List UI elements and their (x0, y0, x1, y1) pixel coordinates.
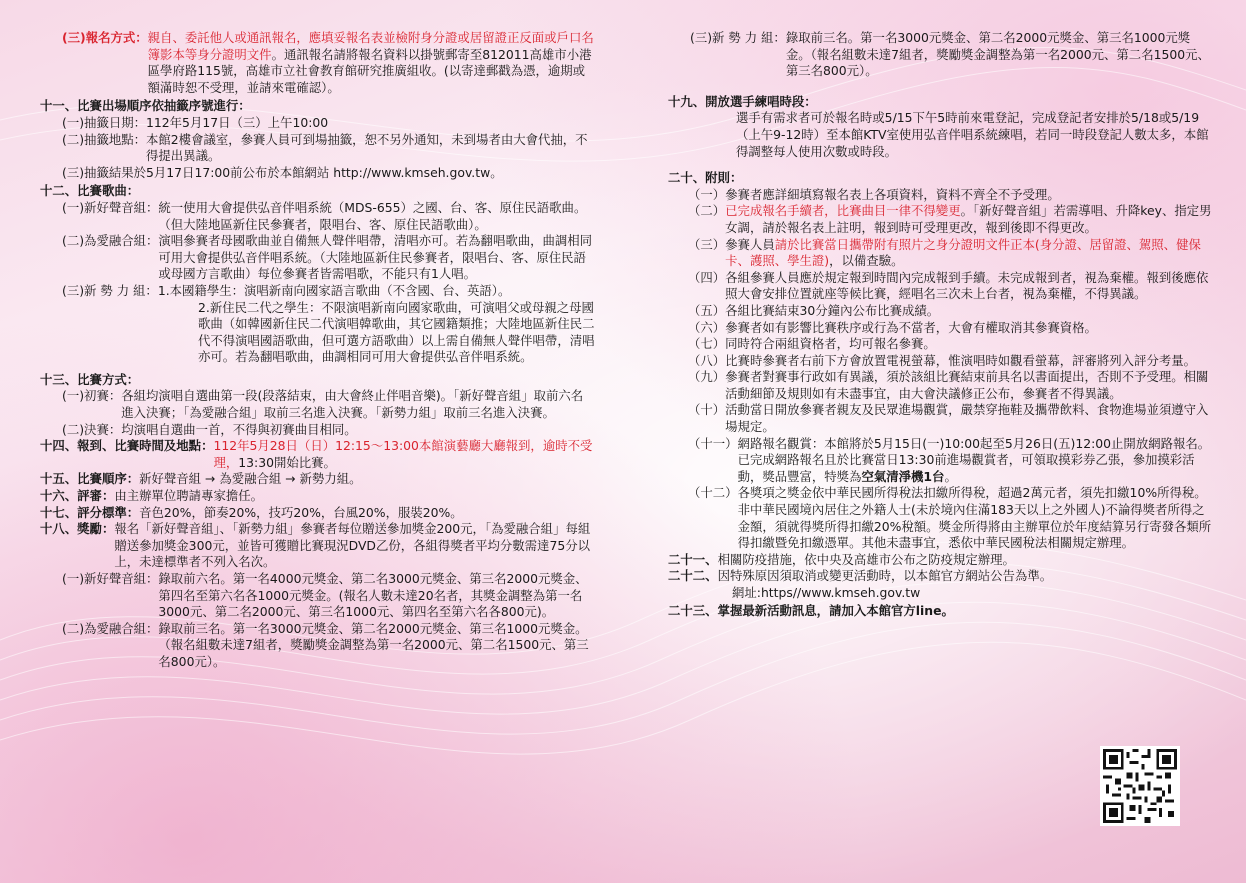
section-12-title: 十二、比賽歌曲： (40, 183, 140, 199)
registration-red-text: 親自、委託他人或通訊報名，應填妥報名表並檢附身分證或居留證正反面或戶口名簿影本等身分證明文件 (147, 30, 594, 62)
section-20-item: （十） 活動當日開放參賽者親友及民眾進場觀賞，嚴禁穿拖鞋及攜帶飲料、食物進場並須遵守入場規定。 (688, 402, 1209, 435)
section-12-item: 2.新住民二代之學生：不限演唱新南向國家歌曲，可演唱父或母親之母國歌曲（如韓國新住民二代演唱韓歌曲，其它國籍類推；大陸地區新住民二代不得演唱國語歌曲，但可選方語歌曲）以上需自備無人聲伴唱帶，清唱亦可。若為翻唱歌曲，曲調相同可用大會提供弘音伴唱系統。 (198, 299, 595, 365)
section-20-item: （四） 各組參賽人員應於規定報到時間內完成報到手續。未完成報到者，視為棄權。報到後應依照大會安排位置就座等候比賽，經唱名三次未上台者，視為棄權，不得異議。 (688, 269, 1209, 302)
section-18-item: (三)新 勢 力 組： 錄取前三名。第一名3000元獎金、第二名2000元獎金、第三名1000元獎金。（報名組數未達7組者，獎勵獎金調整為第一名2000元、第二名1500元、第三名800元）。 (690, 30, 1210, 79)
section-20-item: （八） 比賽時參賽者右前下方會放置電視螢幕，惟演唱時如觀看螢幕，評審將列入評分考量。 (688, 352, 1197, 368)
section-18-item: (二)為愛融合組： 錄取前三名。第一名3000元獎金、第二名2000元獎金、第三名1000元獎金。（報名組數未達7組者，獎勵獎金調整為第一名2000元、第二名1500元、第三名800元）。 (62, 620, 589, 669)
section-17: 十七、評分標準： 音色20%，節奏20%，技巧20%，台風20%，服裝20%。 (40, 504, 463, 520)
section-21: 二十一、 相關防疫措施，依中央及高雄市公布之防疫規定辦理。 (668, 551, 1015, 567)
section-20-item: （二） 已完成報名手續者，比賽曲目一律不得變更。「新好聲音組」若需導唱、升降key、指定男女調，請於報名表上註明，報到時可受理更改，報到後即不得更改。 (688, 203, 1212, 235)
left-column (40, 30, 595, 671)
section-12-item: (三)新 勢 力 組： 1.本國籍學生：演唱新南向國家語言歌曲（不含國、台、英語）。 (62, 282, 511, 298)
section-13 (40, 372, 595, 438)
section-19-text: 選手有需求者可於報名時或5/15下午5時前來電登記，完成登記者安排於5/18或5/19（上午9-12時）至本館KTV室使用弘音伴唱系統練唱，若同一時段登記人數太多，本館得調整每人使用次數或時段。 (736, 110, 1209, 159)
qr-code-icon (1100, 746, 1180, 826)
section-20-item: （三） 參賽人員請於比賽當日攜帶附有照片之身分證明文件正本(身分證、居留證、駕照、健保卡、護照、學生證)，以備查驗。 (688, 236, 1201, 269)
section-14-title: 十四、報到、比賽時間及地點： (40, 438, 214, 454)
section-10-3-registration (40, 30, 595, 96)
section-11-item: (二)抽籤地點： 本館2樓會議室，參賽人員可到場抽籤，恕不另外通知，未到場者由大會代抽，不得提出異議。 (62, 131, 588, 164)
section-19 (668, 94, 1213, 160)
section-14: 十四、報到、比賽時間及地點： 112年5月28日（日）12:15～13:00本館演藝廳大廳報到，逾時不受理，13:30開始比賽。 (40, 438, 593, 470)
right-column (668, 30, 1213, 619)
section-22: 二十二、 因特殊原因須取消或變更活動時，以本館官方網站公告為準。 (668, 568, 1053, 584)
section-12 (40, 183, 595, 366)
section-13-title: 十三、比賽方式： (40, 371, 140, 387)
section-13-item: (一)初賽： 各組均演唱自選曲第一段(段落結束，由大會終止伴唱音樂)。「新好聲音組」取前六名進入決賽；「為愛融合組」取前三名進入決賽。「新勢力組」取前三名進入決賽。 (62, 388, 584, 421)
section-23-title: 二十三、掌握最新活動訊息，請加入本館官方line。 (668, 602, 954, 618)
section-20-item: （七） 同時符合兩組資格者，均可報名參賽。 (688, 336, 936, 352)
section-20-item: （五） 各組比賽結束30分鐘內公布比賽成績。 (688, 302, 940, 318)
section-20-item: （十一） 網路報名觀賞：本館將於5月15日(一)10:00起至5月26日(五)12:00止開放網路報名。已完成網路報名且於比賽當日13:30前進場觀賞者，可領取摸彩券乙張，參加摸彩活動，獎品豐富，特獎為空氣清淨機1台。 (688, 435, 1211, 484)
section-18-item: (一)新好聲音組： 錄取前六名。第一名4000元獎金、第二名3000元獎金、第三名2000元獎金、第四名至第六名各1000元獎金。(報名人數未達20名者，其獎金調整為第一名3000元、第二名2000元、第三名1000元、第四名至第六名各800元)。 (62, 571, 588, 620)
section-14-red: 112年5月28日（日）12:15～13:00本館演藝廳大廳報到，逾時不受理， (213, 438, 593, 470)
registration-text: 。通訊報名請將報名資料以掛號郵寄至812011高雄市小港區學府路115號，高雄市立社會教育館研究推廣組收。(以寄達郵戳為憑，逾期或額滿時恕不受理，並請來電確認）。 (147, 46, 592, 95)
section-20-item: （九） 參賽者對賽事行政如有異議，須於該組比賽結束前具名以書面提出，否則不予受理。相關活動細節及規則如有未盡事宜，由大會決議修正公布，參賽者不得異議。 (688, 369, 1209, 401)
section-20-item: （六） 參賽者如有影響比賽秩序或行為不當者，大會有權取消其參賽資格。 (688, 319, 1097, 335)
section-20 (668, 170, 1213, 552)
section-19-title: 十九、開放選手練唱時段： (668, 93, 817, 109)
section-18: 十八、獎勵： 報名「新好聲音組」、「新勢力組」參賽者每位贈送參加獎金200元，「為愛融合組」每組贈送參加獎金300元，並皆可獲贈比賽現況DVD乙份，各組得獎者平均分數需達75分以上，未達標準者不列入名次。 (40, 521, 591, 570)
section-11-title: 十一、比賽出場順序依抽籤序號進行： (40, 98, 251, 114)
section-16: 十六、評審： 由主辦單位聘請專家擔任。 (40, 488, 264, 504)
section-20-item: （十二） 各獎項之獎金依中華民國所得稅法扣繳所得稅，超過2萬元者，須先扣繳10%所得稅。非中華民國境內居住之外籍人士(未於境內住滿183天以上之外國人)不論得獎者所得之金額，須就得獎所得扣繳20%稅額。獎金所得將由主辦單位於年度結算另行寄發各類所得扣繳暨免扣繳憑單。其他未盡事宜，悉依中華民國稅法相關規定辦理。 (688, 485, 1212, 551)
section-15: 十五、比賽順序： 新好聲音組 → 為愛融合組 → 新勢力組。 (40, 471, 362, 487)
section-11-item: (一)抽籤日期： 112年5月17日（三）上午10:00 (62, 114, 329, 130)
registration-label: (三)報名方式： (62, 30, 148, 45)
section-11-item: (三)抽籤結果於 5月17日17:00前公布於本館網站 http://www.kmseh.gov.tw。 (62, 164, 503, 180)
website-url: 網址:https//www.kmseh.gov.tw (732, 585, 921, 600)
section-11 (40, 98, 595, 181)
section-12-item: (二)為愛融合組： 演唱參賽者母國歌曲並自備無人聲伴唱帶，清唱亦可。若為翻唱歌曲，曲調相同可用大會提供弘音伴唱系統。（大陸地區新住民參賽者，限唱台、客、原住民語或母國方言歌曲）每位參賽者皆需唱歌，不能只有1人唱。 (62, 233, 593, 282)
section-20-title: 二十、附則： (668, 170, 743, 186)
section-12-item: (一)新好聲音組： 統一使用大會提供弘音伴唱系統（MDS-655）之國、台、客、原住民語歌曲。（但大陸地區新住民參賽者，限唱台、客、原住民語歌曲）。 (62, 199, 587, 232)
section-20-item: （一） 參賽者應詳細填寫報名表上各項資料，資料不齊全不予受理。 (688, 186, 1060, 202)
section-13-item: (二)決賽： 均演唱自選曲一首，不得與初賽曲目相同。 (62, 421, 357, 437)
